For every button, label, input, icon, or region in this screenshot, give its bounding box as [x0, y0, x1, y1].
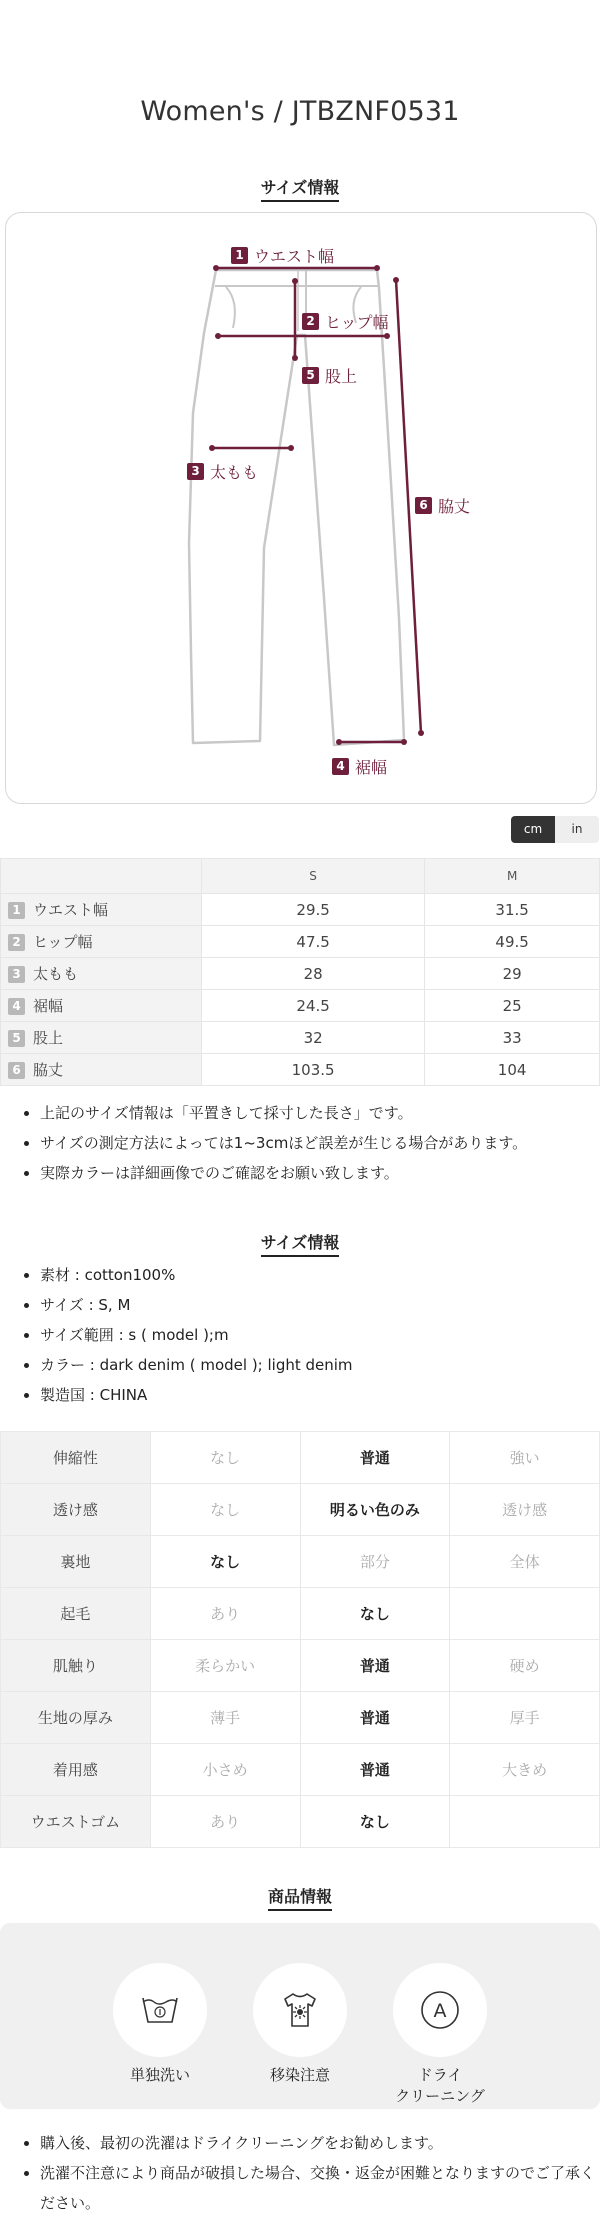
- product-spec-heading: サイズ情報: [0, 1230, 600, 1253]
- unit-cm-button[interactable]: cm: [511, 816, 555, 843]
- row-name: 1 ウエスト幅: [1, 894, 202, 926]
- table-row: [1, 1484, 600, 1536]
- color-transfer-icon: [280, 1990, 320, 2030]
- property-option: なし: [150, 1432, 300, 1484]
- table-cell: 32: [202, 1022, 425, 1054]
- property-option: 薄手: [150, 1692, 300, 1744]
- care-label: ドライ クリーニング: [395, 2066, 485, 2105]
- note-item: • 実際カラーは詳細画像でのご確認をお願い致します。: [40, 1158, 600, 1188]
- table-cell: 29: [425, 958, 600, 990]
- hip-label: 2 ヒップ幅: [302, 310, 389, 333]
- property-name: 起毛: [1, 1588, 151, 1640]
- row-name: 6 脇丈: [1, 1054, 202, 1086]
- property-option: 柔らかい: [150, 1640, 300, 1692]
- table-row: [1, 1744, 600, 1796]
- property-option: [450, 1588, 600, 1640]
- property-option: [450, 1796, 600, 1848]
- table-row: [1, 1432, 600, 1484]
- spec-item: • カラー : dark denim ( model ); light denim: [40, 1350, 600, 1380]
- size-column-header: S: [202, 859, 425, 894]
- property-name: ウエストゴム: [1, 1796, 151, 1848]
- property-option: 強い: [450, 1432, 600, 1484]
- wash-separately-icon: [140, 1990, 180, 2030]
- table-cell: 103.5: [202, 1054, 425, 1086]
- table-cell: 104: [425, 1054, 600, 1086]
- property-option: 大きめ: [450, 1744, 600, 1796]
- note-item: • サイズの測定方法によっては1~3cmほど誤差が生じる場合があります。: [40, 1128, 600, 1158]
- property-option: なし: [150, 1484, 300, 1536]
- size-info-heading: サイズ情報: [0, 175, 600, 198]
- table-row: [1, 1588, 600, 1640]
- spec-item: • 製造国 : CHINA: [40, 1380, 600, 1410]
- size-notes: [0, 1098, 600, 1188]
- hem-label: 4 裾幅: [332, 755, 387, 778]
- rise-label: 5 股上: [302, 364, 357, 387]
- thigh-label: 3 太もも: [187, 460, 258, 483]
- table-row: [1, 1054, 600, 1086]
- property-option: 全体: [450, 1536, 600, 1588]
- table-cell: 25: [425, 990, 600, 1022]
- note-item: • 上記のサイズ情報は「平置きして採寸した長さ」です。: [40, 1098, 600, 1128]
- spec-item: • サイズ : S, M: [40, 1290, 600, 1320]
- property-option: 普通: [300, 1744, 450, 1796]
- table-row: [1, 990, 600, 1022]
- table-cell: 31.5: [425, 894, 600, 926]
- size-table-header: [1, 859, 600, 894]
- property-name: 透け感: [1, 1484, 151, 1536]
- care-notes: [0, 2128, 600, 2218]
- table-cell: 47.5: [202, 926, 425, 958]
- fabric-properties-table: [0, 1431, 600, 1848]
- size-table-corner: [1, 859, 202, 894]
- property-name: 伸縮性: [1, 1432, 151, 1484]
- table-row: [1, 894, 600, 926]
- table-cell: 29.5: [202, 894, 425, 926]
- page-title: Women's / JTBZNF0531: [140, 96, 460, 127]
- property-option: 普通: [300, 1432, 450, 1484]
- property-name: 肌触り: [1, 1640, 151, 1692]
- property-option: 明るい色のみ: [300, 1484, 450, 1536]
- size-table: [0, 858, 600, 1086]
- table-cell: 24.5: [202, 990, 425, 1022]
- table-row: [1, 1796, 600, 1848]
- table-cell: 28: [202, 958, 425, 990]
- dry-clean-symbol: A: [433, 2000, 447, 2022]
- care-label: 移染注意: [269, 2066, 330, 2084]
- spec-item: • 素材 : cotton100%: [40, 1260, 600, 1290]
- size-column-header: M: [425, 859, 600, 894]
- care-item: [240, 1963, 360, 2086]
- unit-toggle: [511, 816, 599, 843]
- property-option: 硬め: [450, 1640, 600, 1692]
- property-option: 普通: [300, 1640, 450, 1692]
- property-option: 部分: [300, 1536, 450, 1588]
- size-diagram: [5, 212, 597, 804]
- property-option: 厚手: [450, 1692, 600, 1744]
- table-row: [1, 958, 600, 990]
- row-name: 3 太もも: [1, 958, 202, 990]
- property-name: 着用感: [1, 1744, 151, 1796]
- pants-illustration: [6, 213, 596, 803]
- property-option: なし: [300, 1796, 450, 1848]
- property-option: あり: [150, 1796, 300, 1848]
- waist-label: 1 ウエスト幅: [231, 244, 334, 267]
- property-option: 普通: [300, 1692, 450, 1744]
- note-item: • 購入後、最初の洗濯はドライクリーニングをお勧めします。: [40, 2128, 600, 2158]
- table-row: [1, 1022, 600, 1054]
- property-option: 透け感: [450, 1484, 600, 1536]
- table-row: [1, 926, 600, 958]
- product-info-heading: 商品情報: [0, 1884, 600, 1907]
- care-item: [380, 1963, 500, 2107]
- note-item: • 洗濯不注意により商品が破損した場合、交換・返金が困難となりますのでご了承ください。: [40, 2158, 600, 2218]
- care-instructions: [0, 1923, 600, 2109]
- dry-clean-icon: [420, 1990, 460, 2030]
- property-option: 小さめ: [150, 1744, 300, 1796]
- property-option: なし: [300, 1588, 450, 1640]
- row-name: 4 裾幅: [1, 990, 202, 1022]
- property-name: 裏地: [1, 1536, 151, 1588]
- table-row: [1, 1536, 600, 1588]
- unit-in-button[interactable]: in: [555, 816, 599, 843]
- table-cell: 49.5: [425, 926, 600, 958]
- row-name: 5 股上: [1, 1022, 202, 1054]
- table-row: [1, 1692, 600, 1744]
- outseam-label: 6 脇丈: [415, 494, 470, 517]
- care-label: 単独洗い: [129, 2066, 190, 2084]
- table-row: [1, 1640, 600, 1692]
- property-name: 生地の厚み: [1, 1692, 151, 1744]
- spec-item: • サイズ範囲 : s ( model );m: [40, 1320, 600, 1350]
- care-item: [100, 1963, 220, 2086]
- table-cell: 33: [425, 1022, 600, 1054]
- spec-list: [0, 1260, 600, 1410]
- property-option: なし: [150, 1536, 300, 1588]
- property-option: あり: [150, 1588, 300, 1640]
- row-name: 2 ヒップ幅: [1, 926, 202, 958]
